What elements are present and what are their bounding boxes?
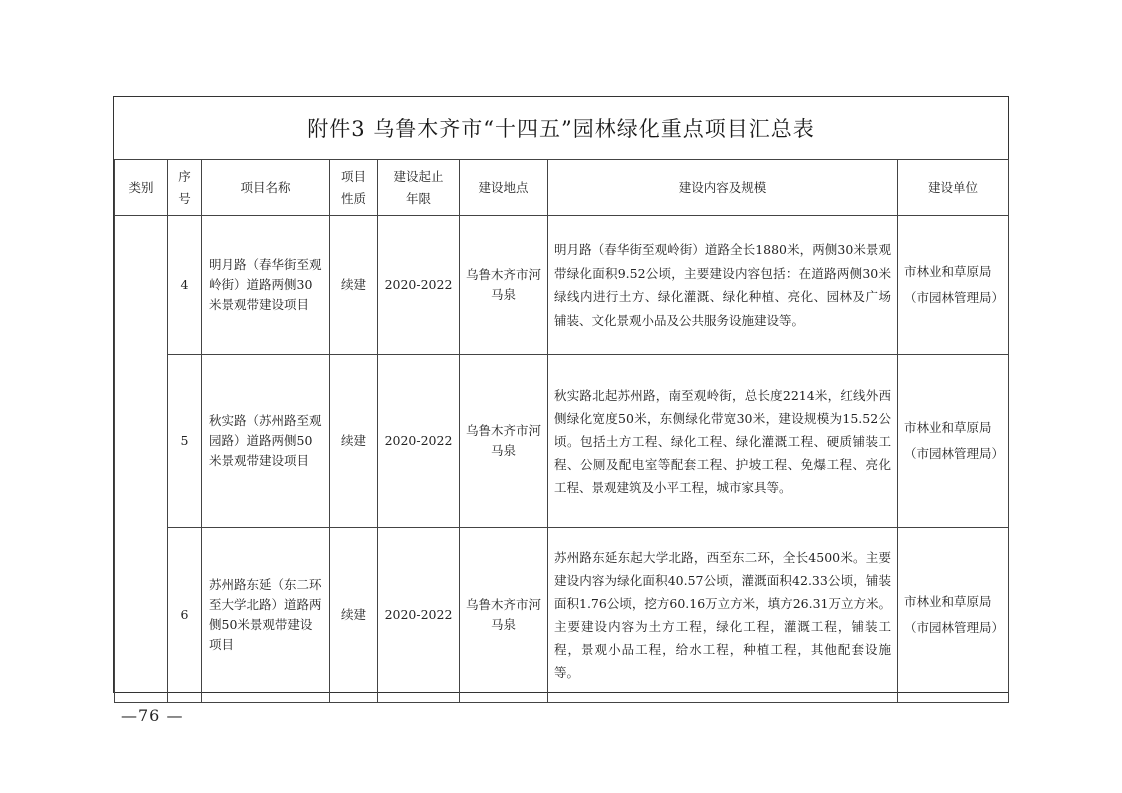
row-period: 2020-2022 <box>378 216 460 355</box>
row-seq: 4 <box>168 216 202 355</box>
table-title: 附件3 乌鲁木齐市“十四五”园林绿化重点项目汇总表 <box>114 97 1008 160</box>
row-unit: 市林业和草原局（市园林管理局） <box>898 216 1009 355</box>
row-unit: 市林业和草原局（市园林管理局） <box>898 528 1009 703</box>
row-seq: 5 <box>168 355 202 528</box>
table-row <box>115 355 1009 528</box>
row-location: 乌鲁木齐市河马泉 <box>460 528 548 703</box>
row-content: 秋实路北起苏州路，南至观岭街，总长度2214米，红线外西侧绿化宽度50米，东侧绿化带宽30米，建设规模为15.52公顷。包括土方工程、绿化工程、绿化灌溉工程、硬质铺装工程、公厕及配电室等配套工程、护坡工程、免爆工程、亮化工程、景观建筑及小平工程，城市家具等。 <box>548 355 898 528</box>
row-nature: 续建 <box>330 355 378 528</box>
row-content: 明月路（春华街至观岭街）道路全长1880米，两侧30米景观带绿化面积9.52公顷，主要建设内容包括：在道路两侧30米绿线内进行土方、绿化灌溉、绿化种植、亮化、园林及广场铺装、文化景观小品及公共服务设施建设等。 <box>548 216 898 355</box>
header-nature: 项目性质 <box>330 160 378 216</box>
row-name: 苏州路东延（东二环至大学北路）道路两侧50米景观带建设项目 <box>202 528 330 703</box>
header-row <box>115 160 1009 216</box>
category-cell <box>115 216 168 703</box>
header-unit: 建设单位 <box>898 160 1009 216</box>
row-name: 秋实路（苏州路至观园路）道路两侧50米景观带建设项目 <box>202 355 330 528</box>
row-unit: 市林业和草原局（市园林管理局） <box>898 355 1009 528</box>
row-location: 乌鲁木齐市河马泉 <box>460 216 548 355</box>
row-location: 乌鲁木齐市河马泉 <box>460 355 548 528</box>
row-nature: 续建 <box>330 216 378 355</box>
row-content: 苏州路东延东起大学北路，西至东二环，全长4500米。主要建设内容为绿化面积40.57公顷，灌溉面积42.33公顷，铺装面积1.76公顷，挖方60.16万立方米，填方26.31万立方米。主要建设内容为土方工程，绿化工程，灌溉工程，铺装工程，景观小品工程，给水工程，种植工程，其他配套设施等。 <box>548 528 898 703</box>
row-seq: 6 <box>168 528 202 703</box>
header-content: 建设内容及规模 <box>548 160 898 216</box>
table-row <box>115 528 1009 703</box>
header-location: 建设地点 <box>460 160 548 216</box>
row-period: 2020-2022 <box>378 528 460 703</box>
summary-table-frame <box>113 96 1009 693</box>
header-seq: 序号 <box>168 160 202 216</box>
table-row <box>115 216 1009 355</box>
project-table <box>114 159 1009 703</box>
row-nature: 续建 <box>330 528 378 703</box>
row-period: 2020-2022 <box>378 355 460 528</box>
header-period: 建设起止年限 <box>378 160 460 216</box>
page-number: —76 — <box>121 706 184 725</box>
header-name: 项目名称 <box>202 160 330 216</box>
row-name: 明月路（春华街至观岭街）道路两侧30米景观带建设项目 <box>202 216 330 355</box>
header-category: 类别 <box>115 160 168 216</box>
